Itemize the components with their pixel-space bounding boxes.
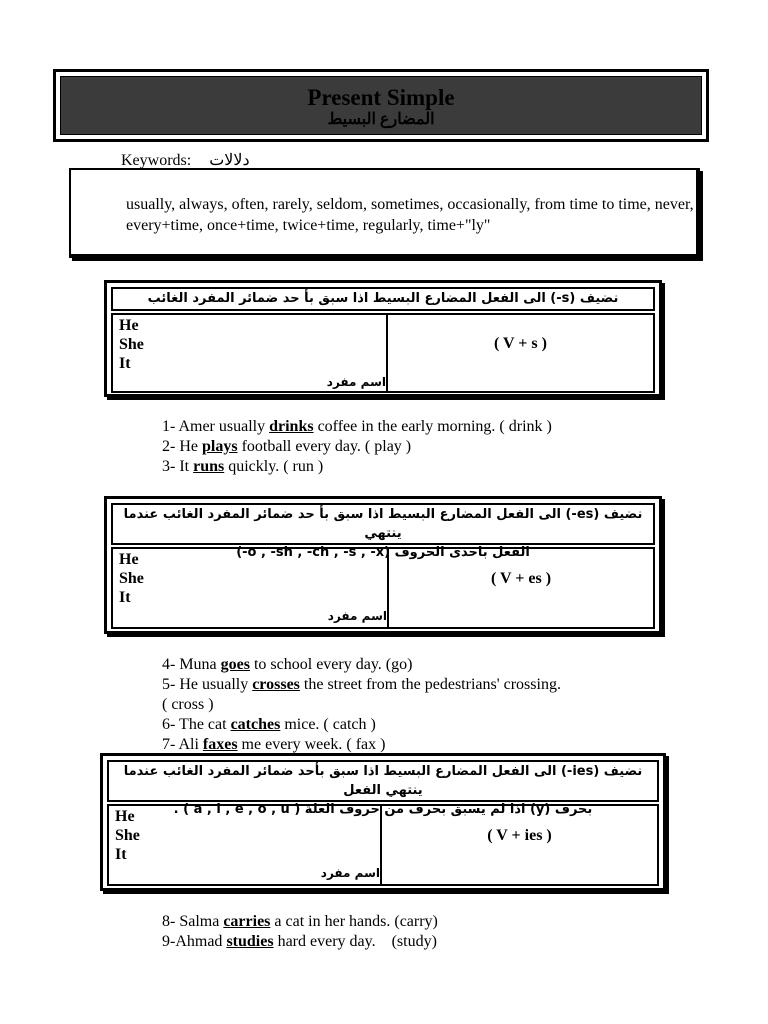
examples-group-1 — [162, 417, 552, 477]
rule-table-s — [104, 280, 662, 397]
example-sentence: 1- Amer usually drinks coffee in the early morning. ( drink ) — [162, 418, 552, 435]
pronoun-it: It — [119, 589, 131, 606]
page-title: Present Simple — [307, 85, 455, 110]
example-sentence: 4- Muna goes to school every day. (go) — [162, 656, 413, 673]
verb-answer: catches — [230, 716, 281, 733]
pronoun-it: It — [115, 846, 127, 863]
verb-answer: studies — [226, 933, 274, 950]
pronoun-cell — [107, 804, 382, 886]
verb-answer: runs — [193, 458, 225, 475]
title-banner-inner — [60, 76, 702, 135]
keywords-text: usually, always, often, rarely, seldom, sometimes, occasionally, from time to time, never, every+time, once+time, twice+time, regularly, time+"ly" — [126, 196, 694, 234]
pronoun-he: He — [115, 808, 135, 825]
example-sentence: 3- It runs quickly. ( run ) — [162, 458, 324, 475]
example-sentence: ( cross ) — [162, 696, 214, 713]
rule-heading: نضيف (s-) الى الفعل المضارع البسيط اذا سبق بأ حد ضمائر المفرد الغائب — [111, 287, 655, 311]
verb-answer: plays — [201, 438, 238, 455]
page-title-arabic: المضارع البسيط — [327, 111, 435, 128]
rule-heading: نضيف (ies-) الى الفعل المضارع البسيط اذا سبق بأحد ضمائر المفرد الغائب عندما ينتهي الفعل بحرف (y) اذا لم يسبق بحرف من حروف العلة ( a , i , e , o , u ) . — [107, 760, 659, 802]
pronoun-singular-noun: اسم مفرد — [326, 375, 386, 389]
example-sentence: 2- He plays football every day. ( play ) — [162, 438, 412, 455]
formula-cell — [386, 313, 655, 393]
example-sentence: 7- Ali faxes me every week. ( fax ) — [162, 736, 386, 753]
pronoun-cell — [111, 547, 389, 629]
pronoun-cell — [111, 313, 388, 393]
pronoun-he: He — [119, 317, 139, 334]
verb-answer: goes — [220, 656, 250, 673]
keywords-label: Keywords: — [121, 152, 192, 169]
example-sentence: 6- The cat catches mice. ( catch ) — [162, 716, 376, 733]
verb-answer: faxes — [202, 736, 238, 753]
keywords-box — [69, 168, 700, 258]
pronoun-she: She — [119, 570, 144, 587]
keywords-heading — [121, 150, 250, 170]
verb-answer: crosses — [252, 676, 300, 693]
verb-answer: drinks — [269, 418, 314, 435]
title-banner — [53, 69, 709, 142]
verb-answer: carries — [223, 913, 271, 930]
examples-group-3 — [162, 912, 438, 952]
examples-group-2 — [162, 655, 561, 755]
example-sentence: 5- He usually crosses the street from the pedestrians' crossing. — [162, 676, 561, 693]
pronoun-singular-noun: اسم مفرد — [320, 866, 380, 880]
rule-table-es — [104, 496, 662, 634]
example-sentence: 8- Salma carries a cat in her hands. (carry) — [162, 913, 438, 930]
pronoun-she: She — [119, 336, 144, 353]
pronoun-he: He — [119, 551, 139, 568]
rule-heading: نضيف (es-) الى الفعل المضارع البسيط اذا سبق بأ حد ضمائر المفرد الغائب عندما ينتهي الفعل باحدى الحروف (o , -sh , -ch , -s , -x-) — [111, 503, 655, 545]
keywords-label-arabic: دلالات — [209, 152, 250, 169]
pronoun-singular-noun: اسم مفرد — [327, 609, 387, 623]
formula: ( V + s ) — [494, 335, 547, 352]
formula-cell — [387, 547, 655, 629]
pronoun-she: She — [115, 827, 140, 844]
example-sentence: 9-Ahmad studies hard every day. (study) — [162, 933, 437, 950]
formula: ( V + es ) — [490, 570, 552, 587]
formula: ( V + ies ) — [487, 827, 552, 844]
formula-cell — [380, 804, 659, 886]
rule-table-ies — [100, 753, 666, 891]
pronoun-it: It — [119, 355, 131, 372]
